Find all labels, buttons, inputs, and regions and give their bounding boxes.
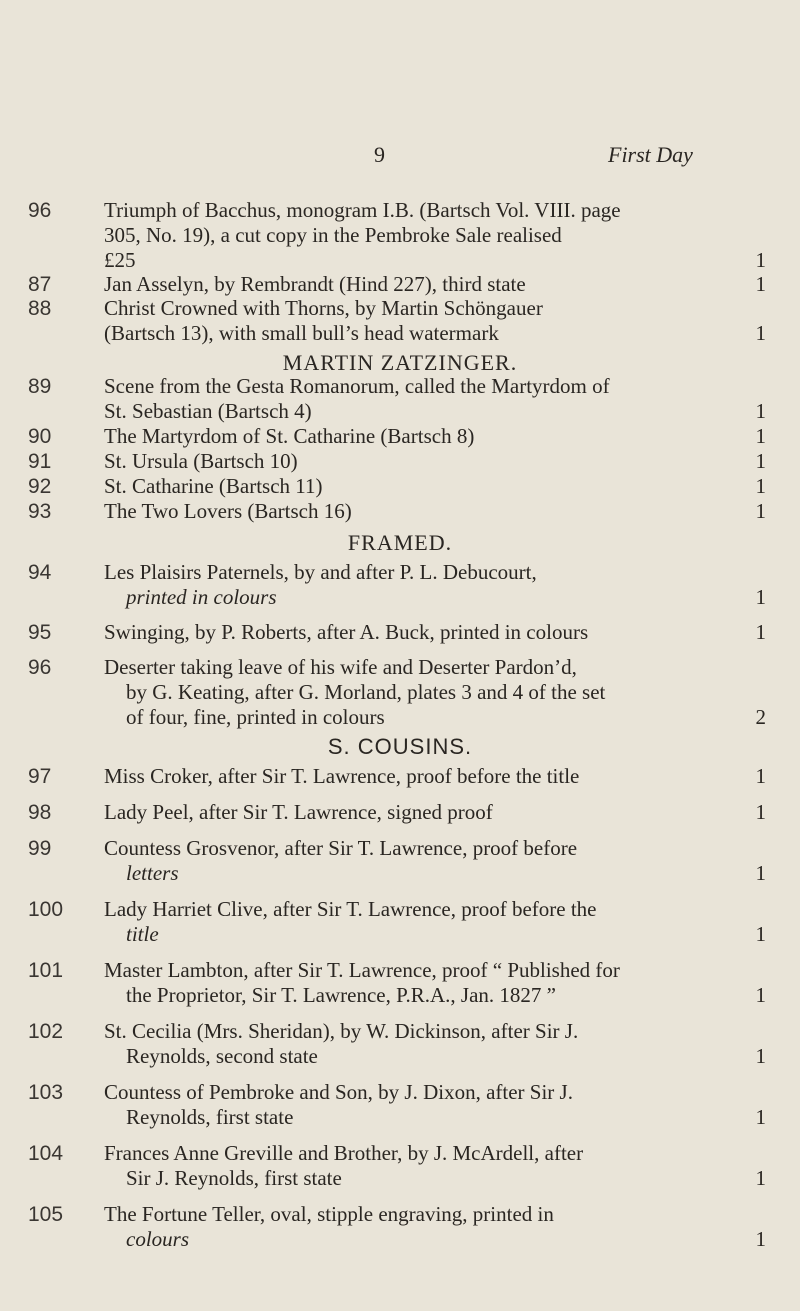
lot-line: St. Catharine (Bartsch 11) bbox=[104, 474, 323, 498]
lot-line: letters bbox=[126, 861, 179, 885]
lot-number: 104 bbox=[28, 1142, 64, 1165]
lot-quantity: 1 bbox=[755, 1227, 766, 1251]
lot-number: 97 bbox=[28, 765, 52, 788]
lot-line: Swinging, by P. Roberts, after A. Buck, printed in colours bbox=[104, 620, 589, 644]
lot-quantity: 1 bbox=[755, 620, 766, 644]
lot-description bbox=[104, 1019, 760, 1069]
section-heading bbox=[0, 350, 800, 376]
section-title: S. COUSINS. bbox=[327, 734, 473, 759]
lot-description bbox=[104, 1202, 760, 1252]
lot-description bbox=[104, 958, 760, 1008]
lot-line: Jan Asselyn, by Rembrandt (Hind 227), third state bbox=[104, 272, 526, 296]
lot-description bbox=[104, 800, 760, 825]
lot-line: of four, fine, printed in colours bbox=[126, 705, 385, 729]
lot-line: 305, No. 19), a cut copy in the Pembroke Sale realised bbox=[104, 223, 562, 247]
lot-description bbox=[104, 655, 760, 730]
lot-description bbox=[104, 764, 760, 789]
lot-line: Lady Harriet Clive, after Sir T. Lawrence, proof before the bbox=[104, 897, 597, 921]
lot-quantity: 1 bbox=[755, 585, 766, 609]
lot-description bbox=[104, 560, 760, 610]
lot-quantity: 1 bbox=[755, 922, 766, 946]
lot-number: 87 bbox=[28, 273, 52, 296]
lot-description bbox=[104, 272, 760, 297]
lot-quantity: 1 bbox=[755, 424, 766, 448]
lot-line: Miss Croker, after Sir T. Lawrence, proof before the title bbox=[104, 764, 580, 788]
lot-line: St. Ursula (Bartsch 10) bbox=[104, 449, 298, 473]
lot-number: 99 bbox=[28, 837, 52, 860]
lot-number: 101 bbox=[28, 959, 64, 982]
lot-quantity: 1 bbox=[755, 272, 766, 296]
lot-number: 88 bbox=[28, 297, 52, 320]
lot-number: 100 bbox=[28, 898, 64, 921]
lot-description bbox=[104, 1080, 760, 1130]
lot-line: Countess Grosvenor, after Sir T. Lawrence, proof before bbox=[104, 836, 578, 860]
lot-description bbox=[104, 424, 760, 449]
section-heading bbox=[0, 734, 800, 760]
lot-description bbox=[104, 499, 760, 524]
lot-quantity: 1 bbox=[755, 1166, 766, 1190]
lot-number: 91 bbox=[28, 450, 52, 473]
page-header bbox=[0, 142, 800, 172]
lot-line: title bbox=[126, 922, 159, 946]
lot-quantity: 1 bbox=[755, 474, 766, 498]
lot-line: colours bbox=[126, 1227, 189, 1251]
lot-line: The Two Lovers (Bartsch 16) bbox=[104, 499, 352, 523]
lot-description bbox=[104, 449, 760, 474]
lot-number: 89 bbox=[28, 375, 52, 398]
lot-number: 90 bbox=[28, 425, 52, 448]
lot-quantity: 1 bbox=[755, 861, 766, 885]
lot-number: 96 bbox=[28, 199, 52, 222]
lot-line: the Proprietor, Sir T. Lawrence, P.R.A., Jan. 1827 ” bbox=[126, 983, 556, 1007]
lot-line: Scene from the Gesta Romanorum, called the Martyrdom of bbox=[104, 374, 610, 398]
page-number: 9 bbox=[374, 142, 385, 167]
lot-description bbox=[104, 836, 760, 886]
lot-line: £25 bbox=[104, 248, 136, 272]
section-title: FRAMED. bbox=[347, 530, 453, 555]
lot-number: 95 bbox=[28, 621, 52, 644]
lot-line: The Fortune Teller, oval, stipple engraving, printed in bbox=[104, 1202, 554, 1226]
lot-number: 92 bbox=[28, 475, 52, 498]
lot-line: printed in colours bbox=[126, 585, 277, 609]
lot-number: 103 bbox=[28, 1081, 64, 1104]
lot-line: Lady Peel, after Sir T. Lawrence, signed proof bbox=[104, 800, 493, 824]
lot-line: The Martyrdom of St. Catharine (Bartsch 8) bbox=[104, 424, 475, 448]
lot-number: 93 bbox=[28, 500, 52, 523]
lot-description bbox=[104, 897, 760, 947]
lot-description bbox=[104, 620, 760, 645]
lot-description bbox=[104, 1141, 760, 1191]
lot-description bbox=[104, 296, 760, 346]
lot-line: Master Lambton, after Sir T. Lawrence, proof “ Published for bbox=[104, 958, 620, 982]
lot-quantity: 1 bbox=[755, 248, 766, 272]
lot-quantity: 1 bbox=[755, 399, 766, 423]
lot-quantity: 1 bbox=[755, 800, 766, 824]
lot-line: St. Sebastian (Bartsch 4) bbox=[104, 399, 312, 423]
lot-number: 102 bbox=[28, 1020, 64, 1043]
lot-line: Triumph of Bacchus, monogram I.B. (Bartsch Vol. VIII. page bbox=[104, 198, 621, 222]
lot-number: 96 bbox=[28, 656, 52, 679]
lot-line: St. Cecilia (Mrs. Sheridan), by W. Dickinson, after Sir J. bbox=[104, 1019, 579, 1043]
lot-line: Les Plaisirs Paternels, by and after P. L. Debucourt, bbox=[104, 560, 537, 584]
lot-quantity: 1 bbox=[755, 764, 766, 788]
lot-number: 98 bbox=[28, 801, 52, 824]
lot-line: Reynolds, second state bbox=[126, 1044, 318, 1068]
lot-line: Christ Crowned with Thorns, by Martin Schöngauer bbox=[104, 296, 543, 320]
lot-line: Deserter taking leave of his wife and Deserter Pardon’d, bbox=[104, 655, 577, 679]
lot-line: Sir J. Reynolds, first state bbox=[126, 1166, 342, 1190]
lot-quantity: 1 bbox=[755, 1105, 766, 1129]
lot-description bbox=[104, 474, 760, 499]
lot-quantity: 1 bbox=[755, 321, 766, 345]
lot-quantity: 1 bbox=[755, 983, 766, 1007]
section-title: MARTIN ZATZINGER. bbox=[282, 350, 518, 375]
lot-description bbox=[104, 198, 760, 273]
section-heading bbox=[0, 530, 800, 556]
lot-number: 94 bbox=[28, 561, 52, 584]
lot-quantity: 1 bbox=[755, 449, 766, 473]
lot-number: 105 bbox=[28, 1203, 64, 1226]
lot-quantity: 1 bbox=[755, 1044, 766, 1068]
lot-line: Reynolds, first state bbox=[126, 1105, 294, 1129]
lot-quantity: 2 bbox=[755, 705, 766, 729]
lot-line: by G. Keating, after G. Morland, plates 3 and 4 of the set bbox=[126, 680, 606, 704]
lot-line: (Bartsch 13), with small bull’s head watermark bbox=[104, 321, 499, 345]
sale-day: First Day bbox=[608, 142, 693, 167]
lot-line: Frances Anne Greville and Brother, by J. McArdell, after bbox=[104, 1141, 584, 1165]
lot-quantity: 1 bbox=[755, 499, 766, 523]
lot-description bbox=[104, 374, 760, 424]
lot-line: Countess of Pembroke and Son, by J. Dixon, after Sir J. bbox=[104, 1080, 573, 1104]
